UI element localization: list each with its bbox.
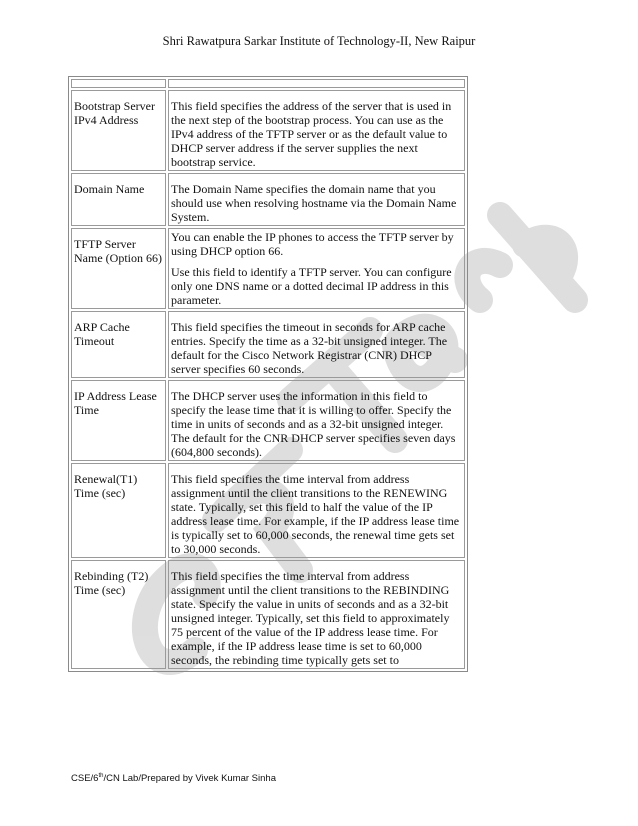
field-name: Renewal(T1) Time (sec) <box>74 472 138 500</box>
field-name-cell <box>71 311 166 378</box>
field-desc: This field specifies the time interval from address assignment until the client transitions to the REBINDING state. Specify the value in units of seconds and as a 32-bit unsigned integer. Typically, set this field to approximately 75 percent of the value of the IP address lease time. For example, if the IP address lease time is set to 60,000 seconds, the rebinding time typically gets set to <box>171 569 450 667</box>
field-name: IP Address Lease Time <box>74 389 157 417</box>
field-name-cell <box>71 560 166 669</box>
field-name-cell <box>71 463 166 558</box>
table-row <box>71 560 465 669</box>
page-header: Shri Rawatpura Sarkar Institute of Technology-II, New Raipur <box>162 34 476 48</box>
field-name: Bootstrap Server IPv4 Address <box>74 99 155 127</box>
table-spacer-row <box>71 79 465 88</box>
table-row <box>71 90 465 171</box>
table-row <box>71 380 465 461</box>
field-name: Domain Name <box>74 182 145 196</box>
footer-suffix: /CN Lab/Prepared by Vivek Kumar Sinha <box>103 773 276 785</box>
field-name: TFTP Server Name (Option 66) <box>74 237 162 265</box>
field-name-cell <box>71 380 166 461</box>
field-name: ARP Cache Timeout <box>74 320 130 348</box>
field-desc: This field specifies the address of the server that is used in the next step of the bootstrap process. You can use as the IPv4 address of the TFTP server or as the default value to DHCP server address if the server supplies the next bootstrap service. <box>171 99 452 169</box>
dhcp-options-table <box>68 76 468 672</box>
field-name-cell <box>71 90 166 171</box>
field-desc: This field specifies the time interval from address assignment until the client transitions to the RENEWING state. Typically, set this field to half the value of the IP address lease time. For example, if the IP address lease time is typically set to 60,000 seconds, the renewal time gets set to 30,000 seconds. <box>171 472 460 556</box>
footer-superscript: th <box>98 773 104 779</box>
table-row <box>71 463 465 558</box>
field-name-cell <box>71 173 166 226</box>
field-desc-cell <box>168 173 465 226</box>
page-footer <box>71 773 276 784</box>
field-desc-cell <box>168 560 465 669</box>
table-row <box>71 311 465 378</box>
footer-prefix: CSE/6 <box>71 773 99 785</box>
field-desc-cell <box>168 228 465 309</box>
table-row <box>71 173 465 226</box>
field-desc-second: Use this field to identify a TFTP server. You can configure only one DNS name or a dotted decimal IP address in this parameter. <box>171 265 452 307</box>
dhcp-options-table-wrap <box>68 76 468 672</box>
table-row <box>71 228 465 309</box>
field-desc: You can enable the IP phones to access the TFTP server by using DHCP option 66. <box>171 230 454 258</box>
field-desc-cell <box>168 463 465 558</box>
field-desc: The Domain Name specifies the domain name that you should use when resolving hostname via the Domain Name System. <box>171 182 457 224</box>
field-desc: The DHCP server uses the information in this field to specify the lease time that it is willing to offer. Specify the time in units of seconds and as a 32-bit unsigned integer. The default for the CNR DHCP server specifies seven days (604,800 seconds). <box>171 389 456 459</box>
field-desc-cell <box>168 311 465 378</box>
field-name-cell <box>71 228 166 309</box>
field-desc-cell <box>168 380 465 461</box>
field-desc: This field specifies the timeout in seconds for ARP cache entries. Specify the time as a 32-bit unsigned integer. The default for the Cisco Network Registrar (CNR) DHCP server specifies 60 seconds. <box>171 320 448 376</box>
field-desc-cell <box>168 90 465 171</box>
field-name: Rebinding (T2) Time (sec) <box>74 569 149 597</box>
